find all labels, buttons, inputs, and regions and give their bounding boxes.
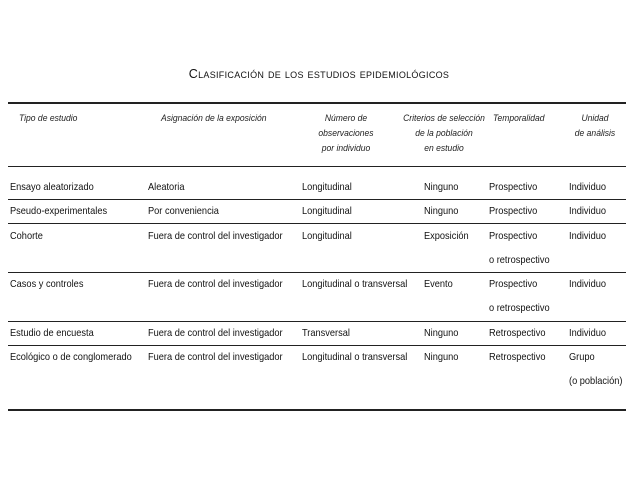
- table-title: Clasificación de los estudios epidemiológicos: [188, 67, 450, 81]
- cell-unidad: Individuo: [569, 327, 606, 339]
- cell-unidad: Individuo: [569, 230, 606, 242]
- cell-criterios: Ninguno: [424, 351, 459, 363]
- cell-temporalidad-cont: o retrospectivo: [489, 254, 550, 266]
- header-asignacion: Asignación de la exposición: [161, 113, 267, 124]
- cell-criterios: Exposición: [424, 230, 469, 242]
- cell-asignacion: Fuera de control del investigador: [148, 327, 283, 339]
- header-numero-line-1: Número de: [324, 113, 368, 124]
- cell-temporalidad: Prospectivo: [489, 205, 538, 217]
- header-unidad-line-1: Unidad: [581, 113, 609, 124]
- cell-criterios: Ninguno: [424, 205, 459, 217]
- top-rule: [8, 102, 626, 104]
- cell-numero: Longitudinal: [302, 230, 352, 242]
- header-numero-line-3: por individuo: [321, 143, 371, 154]
- header-numero-line-2: observaciones: [318, 128, 374, 139]
- header-rule: [8, 166, 626, 167]
- cell-temporalidad: Prospectivo: [489, 278, 538, 290]
- cell-tipo: Ensayo aleatorizado: [10, 181, 94, 193]
- cell-unidad: Individuo: [569, 205, 606, 217]
- cell-tipo: Estudio de encuesta: [10, 327, 94, 339]
- bottom-rule: [8, 409, 626, 411]
- header-criterios: [399, 111, 489, 156]
- cell-temporalidad: Prospectivo: [489, 181, 538, 193]
- cell-criterios: Ninguno: [424, 327, 459, 339]
- cell-temporalidad: Retrospectivo: [489, 351, 546, 363]
- cell-unidad: Grupo: [569, 351, 595, 363]
- cell-numero: Longitudinal o transversal: [302, 351, 408, 363]
- cell-unidad-cont: (o población): [569, 375, 623, 387]
- cell-unidad: Individuo: [569, 181, 606, 193]
- cell-asignacion: Fuera de control del investigador: [148, 230, 283, 242]
- cell-tipo: Cohorte: [10, 230, 43, 242]
- header-criterios-line-3: en estudio: [424, 143, 464, 154]
- cell-numero: Longitudinal o transversal: [302, 278, 408, 290]
- cell-unidad: Individuo: [569, 278, 606, 290]
- cell-asignacion: Fuera de control del investigador: [148, 351, 283, 363]
- header-temporalidad: Temporalidad: [493, 113, 545, 124]
- header-unidad-line-2: de análisis: [574, 128, 616, 139]
- cell-numero: Longitudinal: [302, 205, 352, 217]
- cell-tipo: Casos y controles: [10, 278, 84, 290]
- header-criterios-line-2: de la población: [415, 128, 473, 139]
- cell-numero: Transversal: [302, 327, 350, 339]
- cell-numero: Longitudinal: [302, 181, 352, 193]
- header-unidad: [567, 111, 623, 141]
- header-tipo: Tipo de estudio: [19, 113, 78, 124]
- header-numero: [306, 111, 387, 156]
- cell-asignacion: Fuera de control del investigador: [148, 278, 283, 290]
- cell-criterios: Ninguno: [424, 181, 459, 193]
- cell-asignacion: Aleatoria: [148, 181, 185, 193]
- row-rule: [8, 223, 626, 224]
- cell-asignacion: Por conveniencia: [148, 205, 219, 217]
- cell-tipo: Pseudo-experimentales: [10, 205, 108, 217]
- cell-criterios: Evento: [424, 278, 453, 290]
- cell-temporalidad: Retrospectivo: [489, 327, 546, 339]
- cell-temporalidad-cont: o retrospectivo: [489, 302, 550, 314]
- cell-tipo: Ecológico o de conglomerado: [10, 351, 132, 363]
- cell-temporalidad: Prospectivo: [489, 230, 538, 242]
- header-criterios-line-1: Criterios de selección: [403, 113, 485, 124]
